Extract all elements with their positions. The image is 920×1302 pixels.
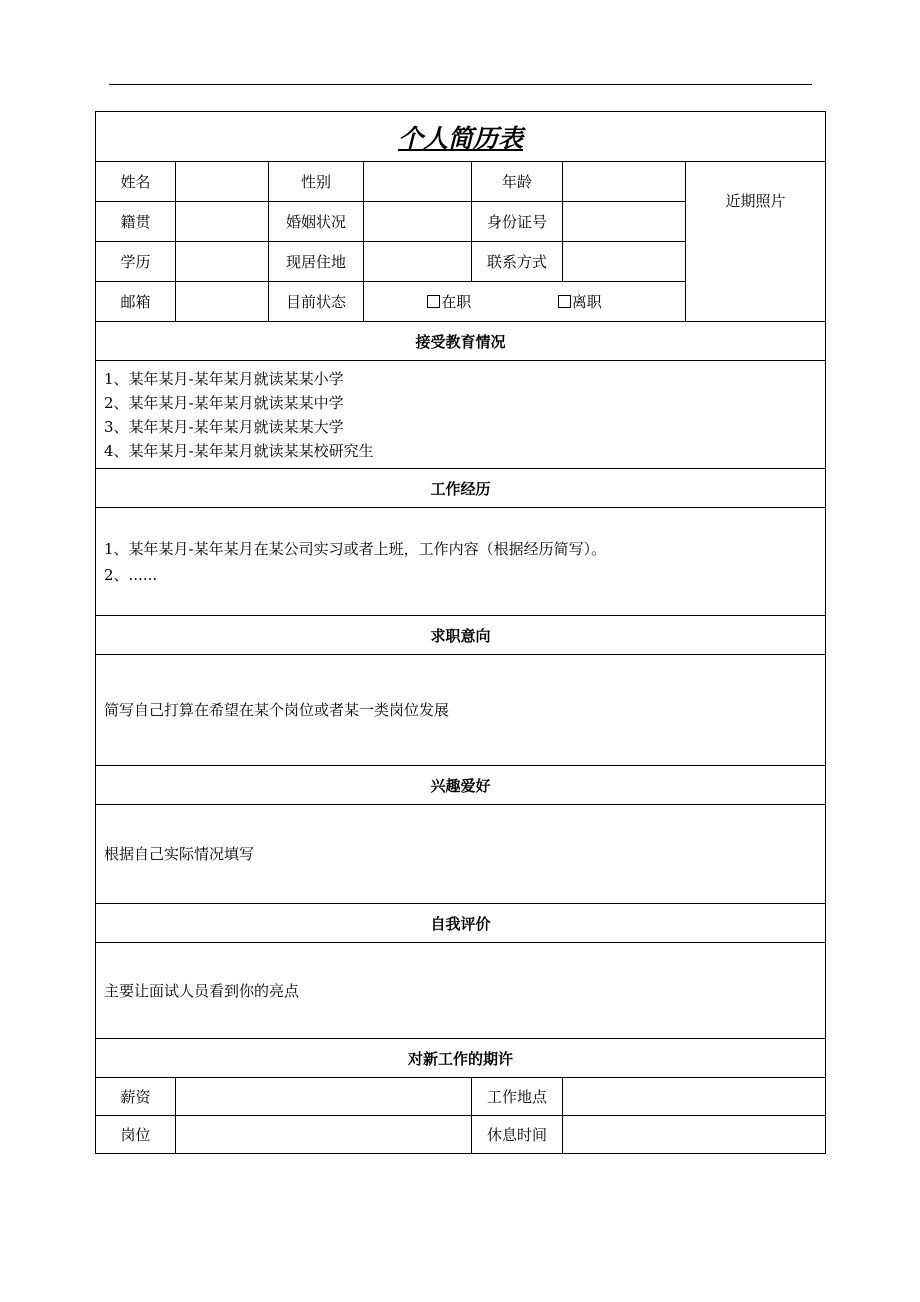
status-options — [364, 282, 686, 322]
checkbox-icon[interactable] — [427, 295, 440, 308]
work-heading: 工作经历 — [96, 469, 826, 508]
work-item: 1、某年某月-某年某月在某公司实习或者上班，工作内容（根据经历简写）。 — [104, 539, 607, 558]
email-label: 邮箱 — [96, 282, 176, 322]
marital-field[interactable] — [364, 202, 472, 242]
marital-label: 婚姻状况 — [269, 202, 364, 242]
age-field[interactable] — [563, 162, 686, 202]
gender-field[interactable] — [364, 162, 472, 202]
education-field[interactable] — [176, 242, 269, 282]
self-eval-text: 主要让面试人员看到你的亮点 — [104, 981, 300, 1000]
photo-label: 近期照片 — [725, 192, 786, 210]
hometown-label: 籍贯 — [96, 202, 176, 242]
resume-table — [95, 111, 826, 1154]
work-item: 2、...... — [104, 565, 158, 584]
education-heading: 接受教育情况 — [96, 322, 826, 361]
hobbies-text: 根据自己实际情况填写 — [104, 845, 255, 863]
status-resigned-option[interactable] — [558, 291, 602, 312]
position-field[interactable] — [176, 1116, 472, 1154]
address-field[interactable] — [364, 242, 472, 282]
rest-label: 休息时间 — [472, 1116, 563, 1154]
address-label: 现居住地 — [269, 242, 364, 282]
location-label: 工作地点 — [472, 1078, 563, 1116]
work-content[interactable] — [96, 508, 826, 616]
education-item: 3、某年某月-某年某月就读某某大学 — [104, 417, 344, 436]
job-intent-content[interactable] — [96, 655, 826, 766]
name-field[interactable] — [176, 162, 269, 202]
hometown-field[interactable] — [176, 202, 269, 242]
hobbies-content[interactable] — [96, 805, 826, 904]
status-label: 目前状态 — [269, 282, 364, 322]
contact-label: 联系方式 — [472, 242, 563, 282]
status-resigned-label: 离职 — [571, 293, 602, 311]
id-label: 身份证号 — [472, 202, 563, 242]
education-label: 学历 — [96, 242, 176, 282]
location-field[interactable] — [563, 1078, 826, 1116]
contact-field[interactable] — [563, 242, 686, 282]
education-item: 4、某年某月-某年某月就读某某校研究生 — [104, 441, 374, 460]
self-eval-heading: 自我评价 — [96, 904, 826, 943]
title-cell — [96, 112, 826, 162]
hobbies-heading: 兴趣爱好 — [96, 766, 826, 805]
page-title: 个人简历表 — [398, 123, 524, 153]
name-label: 姓名 — [96, 162, 176, 202]
education-item: 1、某年某月-某年某月就读某某小学 — [104, 369, 344, 388]
rest-field[interactable] — [563, 1116, 826, 1154]
education-item: 2、某年某月-某年某月就读某某中学 — [104, 393, 344, 412]
status-employed-option[interactable] — [427, 291, 471, 312]
status-employed-label: 在职 — [441, 293, 472, 311]
age-label: 年龄 — [472, 162, 563, 202]
self-eval-content[interactable] — [96, 943, 826, 1039]
education-content[interactable] — [96, 361, 826, 469]
gender-label: 性别 — [269, 162, 364, 202]
position-label: 岗位 — [96, 1116, 176, 1154]
salary-label: 薪资 — [96, 1078, 176, 1116]
job-intent-heading: 求职意向 — [96, 616, 826, 655]
job-intent-text: 简写自己打算在希望在某个岗位或者某一类岗位发展 — [104, 701, 450, 719]
salary-field[interactable] — [176, 1078, 472, 1116]
id-field[interactable] — [563, 202, 686, 242]
email-field[interactable] — [176, 282, 269, 322]
header-rule — [109, 84, 812, 85]
photo-placeholder[interactable] — [686, 162, 826, 322]
expectations-heading: 对新工作的期许 — [96, 1039, 826, 1078]
checkbox-icon[interactable] — [558, 295, 571, 308]
